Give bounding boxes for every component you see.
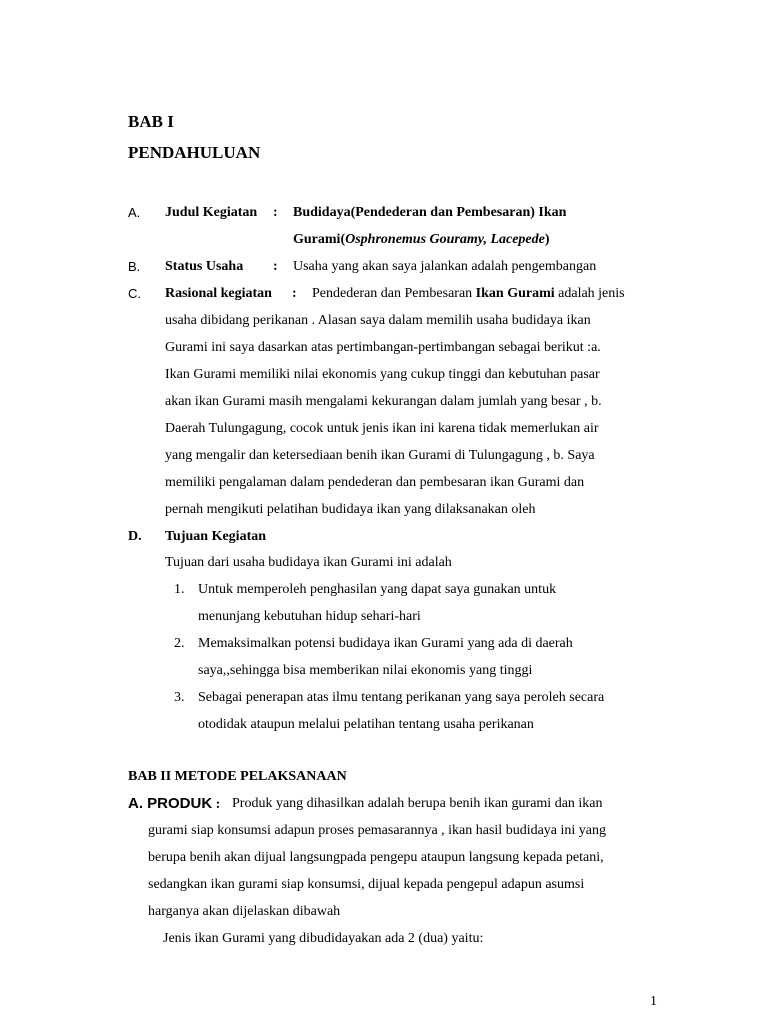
section-c-label: Rasional kegiatan xyxy=(165,286,272,301)
list-item-line1: Memaksimalkan potensi budidaya ikan Gurami yang ada di daerah xyxy=(198,636,573,651)
section-c-line: Ikan Gurami memiliki nilai ekonomis yang cukup tinggi dan kebutuhan pasar xyxy=(165,367,600,382)
section-d-marker: D. xyxy=(128,529,142,544)
list-item-line1: Untuk memperoleh penghasilan yang dapat saya gunakan untuk xyxy=(198,582,557,597)
produk-line: sedangkan ikan gurami siap konsumsi, dijual kepada pengepul adapun asumsi xyxy=(148,877,585,892)
section-d-intro: Tujuan dari usaha budidaya ikan Gurami ini adalah xyxy=(165,555,452,570)
section-a-title-line1: Budidaya(Pendederan dan Pembesaran) Ikan xyxy=(293,205,567,220)
section-a-label: Judul Kegiatan xyxy=(165,205,258,220)
chapter-subtitle: PENDAHULUAN xyxy=(128,143,261,162)
page-number: 1 xyxy=(650,994,657,1009)
section-b-label: Status Usaha xyxy=(165,259,244,274)
list-item-line1: Sebagai penerapan atas ilmu tentang perikanan yang saya peroleh secara xyxy=(198,690,605,705)
section-c-line: memiliki pengalaman dalam pendederan dan pembesaran ikan Gurami dan xyxy=(165,475,585,490)
produk-line: berupa benih akan dijual langsungpada pengepu ataupun langsung kepada petani, xyxy=(148,850,604,865)
section-c-marker: C. xyxy=(128,286,141,301)
section-d-label: Tujuan Kegiatan xyxy=(165,529,267,544)
section-c-line: pernah mengikuti pelatihan budidaya ikan yang dilaksanakan oleh xyxy=(165,502,536,517)
produk-line: gurami siap konsumsi adapun proses pemasarannya , ikan hasil budidaya ini yang xyxy=(148,823,607,838)
list-item-line2: menunjang kebutuhan hidup sehari-hari xyxy=(198,609,421,624)
list-item-number: 3. xyxy=(174,690,185,705)
produk-first-line: Produk yang dihasilkan adalah berupa benih ikan gurami dan ikan xyxy=(232,796,603,811)
highlight-ikan-gurami: Ikan Gurami xyxy=(475,286,555,301)
section-c-line: usaha dibidang perikanan . Alasan saya dalam memilih usaha budidaya ikan xyxy=(165,313,591,328)
jenis-ikan-line: Jenis ikan Gurami yang dibudidayakan ada 2 (dua) yaitu: xyxy=(163,931,484,946)
section-a-colon: : xyxy=(273,205,278,220)
section-c-line: yang mengalir dan ketersediaan benih ikan Gurami di Tulungagung , b. Saya xyxy=(165,448,595,463)
list-item-number: 1. xyxy=(174,582,185,597)
section-b-colon: : xyxy=(273,259,278,274)
section-a-title-line2: Gurami(Osphronemus Gouramy, Lacepede) xyxy=(293,232,550,247)
section-c-line: Daerah Tulungagung, cocok untuk jenis ikan ini karena tidak memerlukan air xyxy=(165,421,599,436)
section-c-line: akan ikan Gurami masih mengalami kekurangan dalam jumlah yang besar , b. xyxy=(165,394,602,409)
list-item-line2: saya,,sehingga bisa memberikan nilai ekonomis yang tinggi xyxy=(198,663,533,678)
produk-label: A. PRODUK : xyxy=(128,795,221,812)
section-a-marker: A. xyxy=(128,205,141,220)
produk-line: harganya akan dijelaskan dibawah xyxy=(148,904,341,919)
section-c-colon: : xyxy=(292,286,297,301)
scientific-name: Osphronemus Gouramy, Lacepede xyxy=(345,232,545,247)
section-c-line: Gurami ini saya dasarkan atas pertimbangan-pertimbangan sebagai berikut :a. xyxy=(165,340,601,355)
list-item-line2: otodidak ataupun melalui pelatihan tentang usaha perikanan xyxy=(198,717,534,732)
chapter-2-title: BAB II METODE PELAKSANAAN xyxy=(128,769,347,784)
section-c-line1: Pendederan dan Pembesaran Ikan Gurami adalah jenis xyxy=(312,286,625,301)
section-b-text: Usaha yang akan saya jalankan adalah pengembangan xyxy=(293,259,597,274)
list-item-number: 2. xyxy=(174,636,185,651)
section-b-marker: B. xyxy=(128,259,141,274)
chapter-title: BAB I xyxy=(128,112,174,131)
